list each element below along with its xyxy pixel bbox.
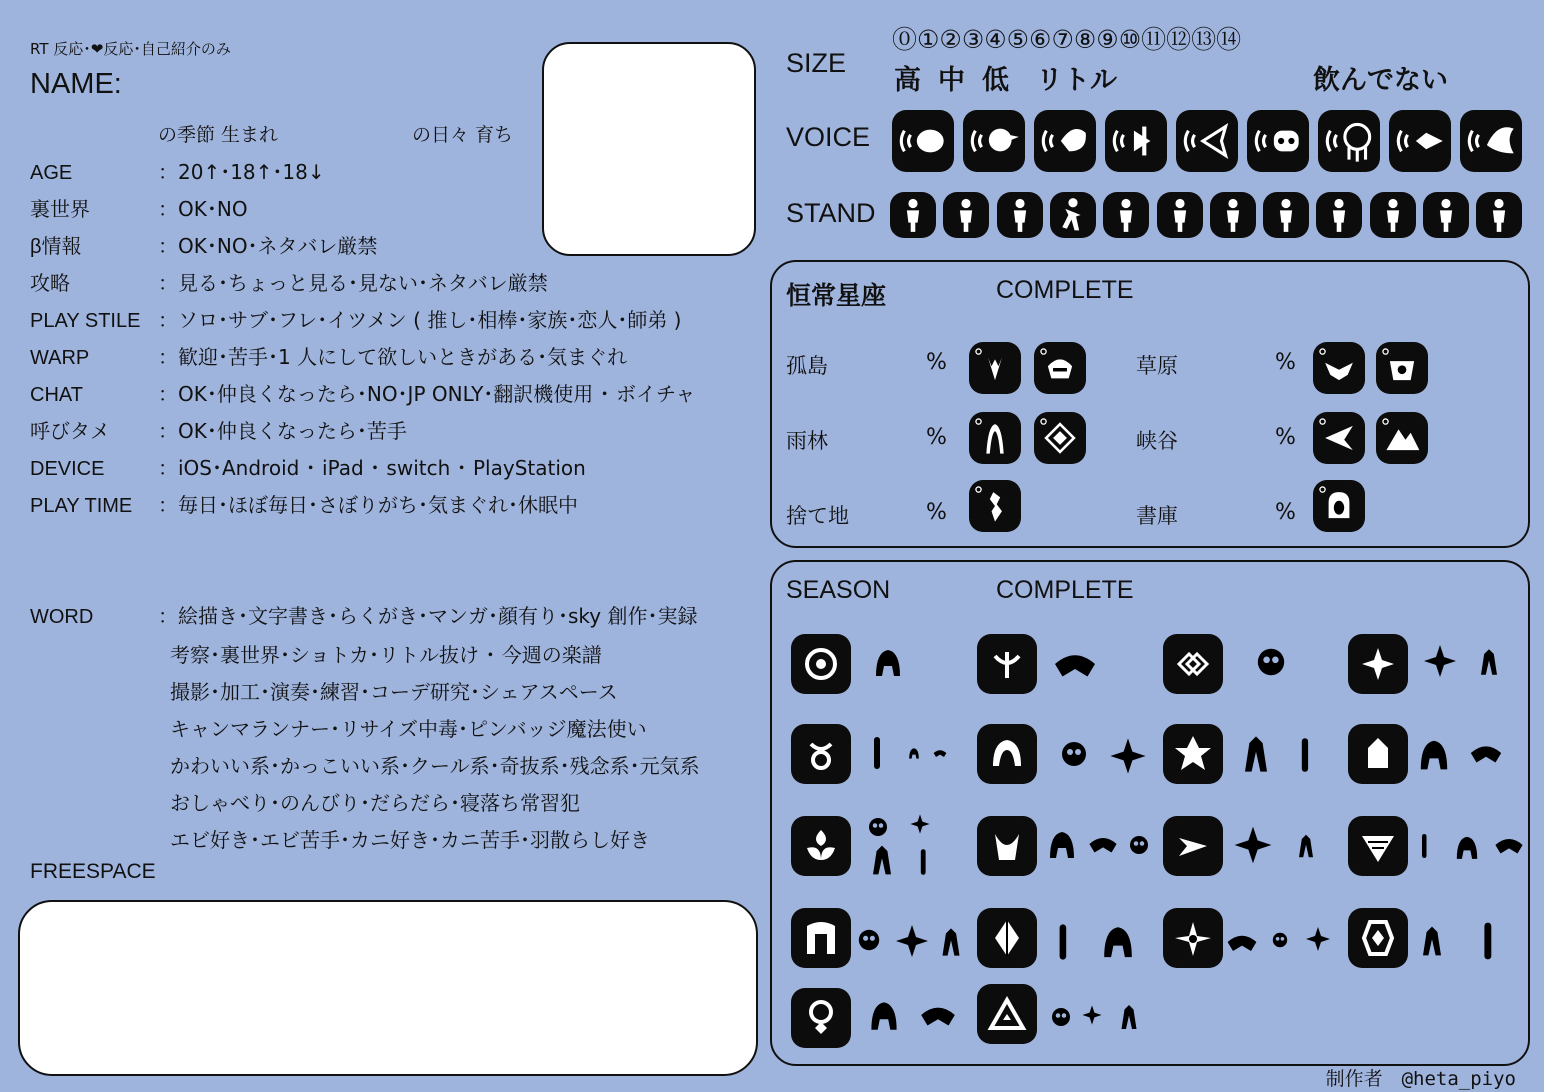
size-low: 低 — [982, 65, 1009, 96]
name-label: NAME: — [30, 68, 122, 100]
season-icon-6[interactable] — [977, 724, 1037, 784]
realm-forest-icon-2[interactable] — [1034, 412, 1086, 464]
realm-prairie-pct: % — [1275, 350, 1296, 375]
size-numbers: ⓪①②③④⑤⑥⑦⑧⑨⑩⑪⑫⑬⑭ — [892, 25, 1242, 54]
word-lines: 考察･裏世界･ショトカ･リトル抜け ･ 今週の楽譜 撮影･加工･演奏･練習･コーデ研究･シェアスペース キャンマランナー･リサイズ中毒･ピンバッジ魔法使い かわいい系･かっこいい系･クール系･奇抜系･残念系･元気系 おしゃべり･のんびり･だらだら･寝落ち常習犯 エビ好き･エビ苦手･カニ好き･カニ苦手･羽散らし好き — [170, 643, 700, 852]
realm-prairie: 草原 — [1136, 354, 1178, 378]
birth-season: の季節 生まれ — [158, 124, 279, 146]
season-cosmetic-icon-1 — [868, 640, 908, 684]
size-mid: 中 — [938, 65, 965, 96]
season-cosmetic-icon-17 — [862, 842, 902, 878]
stand-icon-10[interactable] — [1370, 192, 1416, 238]
row-age: AGE ：20↑･18↑･18↓ — [30, 160, 325, 184]
season-icon-11[interactable] — [1163, 816, 1223, 876]
size-not-drunk: 飲んでない — [1313, 65, 1448, 96]
stand-icon-8[interactable] — [1263, 192, 1309, 238]
season-cosmetic-icon-29 — [934, 922, 968, 962]
voice-label: VOICE — [786, 122, 871, 152]
season-cosmetic-icon-15 — [862, 812, 894, 842]
season-cosmetic-icon-2 — [1050, 636, 1100, 692]
constellation-title: 恒常星座 — [786, 282, 887, 310]
season-icon-12[interactable] — [1348, 816, 1408, 876]
header-note: RT 反応･❤反応･自己紹介のみ — [30, 40, 231, 58]
credit: 制作者 @heta_piyo — [1325, 1068, 1516, 1090]
row-playstile: PLAY STILE ：ソロ･サブ･フレ･イツメン ( 推し･相棒･家族･恋人･師弟 ) — [30, 308, 682, 332]
season-cosmetic-icon-41 — [1106, 1002, 1152, 1032]
season-cosmetic-icon-31 — [1092, 918, 1144, 964]
season-cosmetic-icon-14 — [1460, 734, 1512, 772]
realm-valley-pct: % — [1275, 425, 1296, 450]
season-cosmetic-icon-12 — [1284, 734, 1328, 776]
season-cosmetic-icon-38 — [914, 994, 962, 1036]
season-cosmetic-icon-34 — [1298, 924, 1338, 954]
realm-forest-pct: % — [926, 425, 947, 450]
season-cosmetic-icon-11 — [1234, 730, 1278, 778]
season-title: SEASON — [786, 576, 891, 604]
size-label: SIZE — [786, 48, 847, 78]
season-cosmetic-icon-21 — [1124, 820, 1154, 870]
season-cosmetic-icon-10 — [1106, 734, 1150, 778]
stand-icon-3[interactable] — [997, 192, 1043, 238]
voice-icon-3[interactable] — [1034, 110, 1096, 172]
stand-icon-6[interactable] — [1157, 192, 1203, 238]
realm-valley: 峡谷 — [1136, 429, 1178, 453]
stand-icon-5[interactable] — [1103, 192, 1149, 238]
voice-icon-6[interactable] — [1247, 110, 1309, 172]
season-cosmetic-icon-28 — [892, 918, 932, 964]
row-yobitame: 呼びタメ ：OK･仲良くなったら･苦手 — [30, 419, 407, 443]
realm-wasteland: 捨て地 — [786, 504, 849, 528]
season-cosmetic-icon-26 — [1492, 828, 1526, 862]
voice-icon-9[interactable] — [1460, 110, 1522, 172]
season-complete: COMPLETE — [996, 576, 1134, 604]
row-koryaku: 攻略 ：見る･ちょっと見る･見ない･ネタバレ厳禁 — [30, 271, 548, 295]
realm-isle: 孤島 — [786, 354, 828, 378]
season-icon-5[interactable] — [791, 724, 851, 784]
row-playtime: PLAY TIME ：毎日･ほぼ毎日･さぼりがち･気まぐれ･休眠中 — [30, 493, 578, 517]
realm-forest: 雨林 — [786, 429, 828, 453]
realm-valley-icon-1[interactable] — [1313, 412, 1365, 464]
row-word: WORD ：絵描き･文字書き･らくがき･マンガ･顔有り･sky 創作･実録 — [30, 604, 698, 628]
stand-icon-12[interactable] — [1476, 192, 1522, 238]
realm-prairie-icon-1[interactable] — [1313, 342, 1365, 394]
constellation-complete: COMPLETE — [996, 276, 1134, 304]
realm-isle-pct: % — [926, 350, 947, 375]
voice-icon-7[interactable] — [1318, 110, 1380, 172]
season-cosmetic-icon-8 — [932, 734, 948, 772]
season-cosmetic-icon-18 — [904, 846, 944, 878]
season-cosmetic-icon-4 — [1420, 640, 1460, 682]
realm-vault-icon-1[interactable] — [1313, 480, 1365, 532]
season-cosmetic-icon-23 — [1292, 820, 1320, 872]
realm-forest-icon-1[interactable] — [969, 412, 1021, 464]
stand-icon-2[interactable] — [943, 192, 989, 238]
season-cosmetic-icon-35 — [1414, 916, 1450, 966]
voice-icon-5[interactable] — [1176, 110, 1238, 172]
season-cosmetic-icon-24 — [1410, 824, 1440, 868]
season-icon-7[interactable] — [1163, 724, 1223, 784]
season-icon-1[interactable] — [791, 634, 851, 694]
season-cosmetic-icon-9 — [1048, 734, 1100, 774]
season-icon-17[interactable] — [791, 988, 851, 1048]
season-cosmetic-icon-32 — [1224, 920, 1260, 964]
season-icon-10[interactable] — [977, 816, 1037, 876]
voice-icon-1[interactable] — [892, 110, 954, 172]
voice-icon-4[interactable] — [1105, 110, 1167, 172]
realm-vault: 書庫 — [1136, 504, 1178, 528]
row-chat: CHAT ：OK･仲良くなったら･NO･JP ONLY･翻訳機使用 ･ ボイチャ — [30, 382, 696, 406]
season-icon-3[interactable] — [1163, 634, 1223, 694]
birth-days: の日々 育ち — [412, 124, 514, 146]
photo-box[interactable] — [542, 42, 756, 256]
realm-wasteland-icon-1[interactable] — [969, 480, 1021, 532]
row-warp: WARP ：歓迎･苦手･1 人にして欲しいときがある･気まぐれ — [30, 345, 628, 369]
season-icon-9[interactable] — [791, 816, 851, 876]
season-icon-15[interactable] — [1163, 908, 1223, 968]
realm-wasteland-pct: % — [926, 500, 947, 525]
stand-label: STAND — [786, 198, 876, 228]
season-cosmetic-icon-37 — [860, 994, 908, 1036]
season-cosmetic-icon-13 — [1412, 730, 1456, 778]
row-beta: β情報 ：OK･NO･ネタバレ厳禁 — [30, 234, 378, 258]
season-cosmetic-icon-39 — [1046, 1000, 1076, 1034]
season-icon-13[interactable] — [791, 908, 851, 968]
voice-icon-2[interactable] — [963, 110, 1025, 172]
row-urasekai: 裏世界 ：OK･NO — [30, 197, 248, 221]
season-icon-2[interactable] — [977, 634, 1037, 694]
stand-icon-7[interactable] — [1210, 192, 1256, 238]
freespace-label: FREESPACE — [30, 860, 156, 883]
row-device: DEVICE ：iOS･Android ･ iPad ･ switch ･ PlayStation — [30, 456, 586, 480]
realm-prairie-icon-2[interactable] — [1376, 342, 1428, 394]
stand-icon-9[interactable] — [1316, 192, 1362, 238]
season-cosmetic-icon-19 — [1042, 822, 1082, 866]
season-cosmetic-icon-22 — [1230, 822, 1276, 868]
realm-isle-icon-1[interactable] — [969, 342, 1021, 394]
season-cosmetic-icon-5 — [1472, 646, 1506, 678]
season-cosmetic-icon-3 — [1248, 640, 1294, 684]
season-cosmetic-icon-25 — [1446, 830, 1488, 864]
realm-valley-icon-2[interactable] — [1376, 412, 1428, 464]
season-cosmetic-icon-7 — [906, 734, 922, 772]
size-high: 高 — [894, 65, 921, 96]
season-cosmetic-icon-27 — [852, 920, 886, 960]
season-cosmetic-icon-20 — [1086, 820, 1120, 868]
season-cosmetic-icon-36 — [1466, 918, 1512, 964]
season-cosmetic-icon-30 — [1040, 920, 1088, 964]
season-cosmetic-icon-16 — [902, 812, 938, 836]
stand-icon-11[interactable] — [1423, 192, 1469, 238]
season-cosmetic-icon-6 — [858, 732, 898, 774]
voice-icon-8[interactable] — [1389, 110, 1451, 172]
season-cosmetic-icon-33 — [1268, 920, 1292, 960]
season-icon-14[interactable] — [977, 908, 1037, 968]
stand-icon-1[interactable] — [890, 192, 936, 238]
season-icon-4[interactable] — [1348, 634, 1408, 694]
realm-vault-pct: % — [1275, 500, 1296, 525]
season-icon-18[interactable] — [977, 984, 1037, 1044]
season-cosmetic-icon-40 — [1080, 996, 1104, 1034]
season-icon-16[interactable] — [1348, 908, 1408, 968]
freespace-box[interactable] — [18, 900, 758, 1076]
size-little: リトル — [1036, 65, 1117, 96]
stand-icon-4[interactable] — [1050, 192, 1096, 238]
realm-isle-icon-2[interactable] — [1034, 342, 1086, 394]
season-icon-8[interactable] — [1348, 724, 1408, 784]
